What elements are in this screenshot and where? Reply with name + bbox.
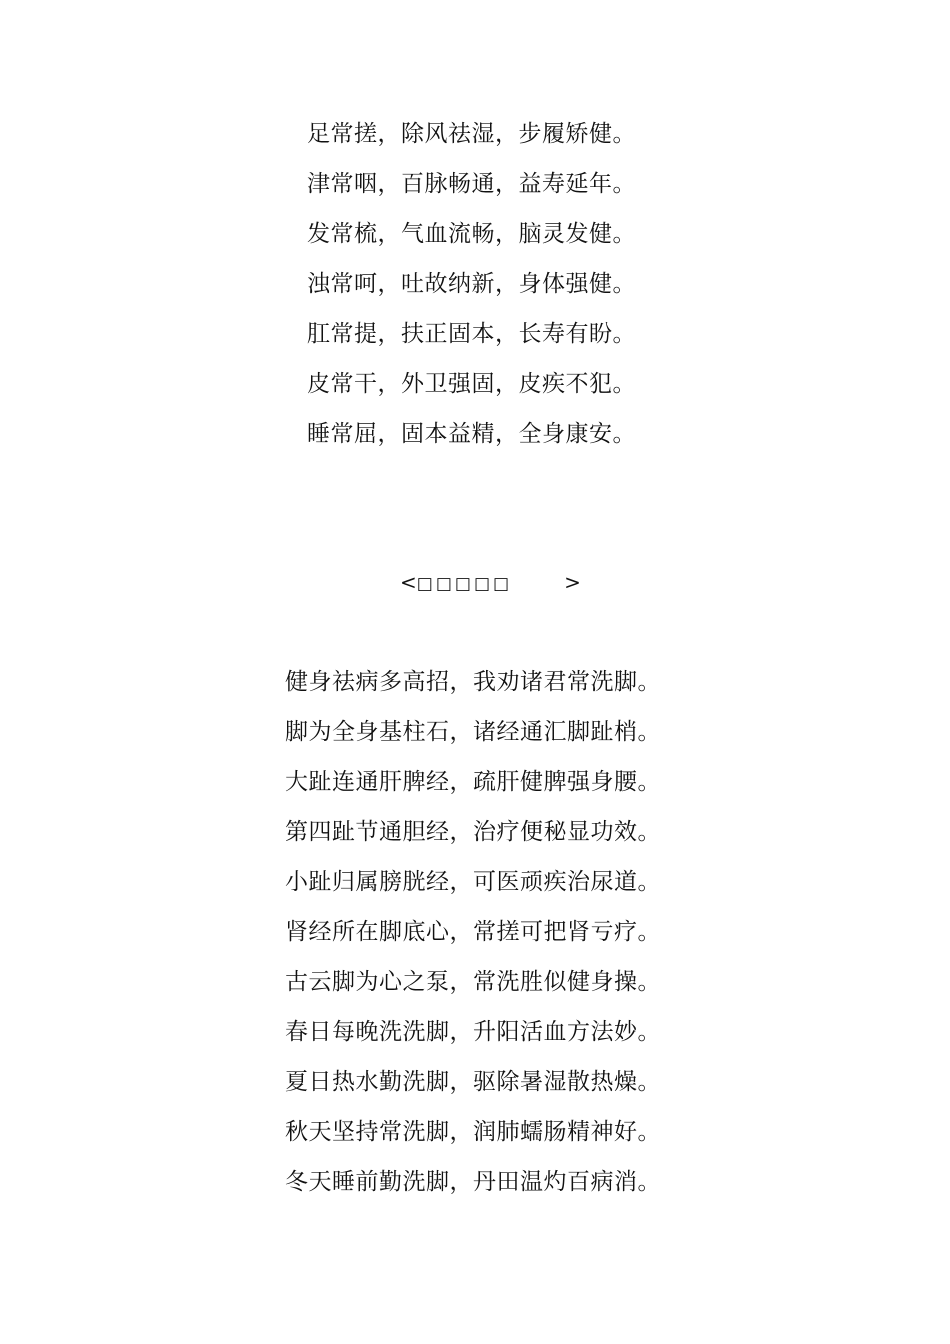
- health-maxims: [307, 112, 636, 462]
- poem-line: 健身祛病多高招，我劝诸君常洗脚。: [285, 669, 661, 695]
- maxim-line: 睡常屈，固本益精，全身康安。: [307, 421, 636, 447]
- poem-line: 脚为全身基柱石，诸经通汇脚趾梢。: [285, 719, 661, 745]
- maxim-line: 发常梳，气血流畅，脑灵发健。: [307, 221, 636, 247]
- poem-line: 第四趾节通胆经，治疗便秘显功效。: [285, 819, 661, 845]
- poem-line: 大趾连通肝脾经，疏肝健脾强身腰。: [285, 769, 661, 795]
- poem-line: 冬天睡前勤洗脚，丹田温灼百病消。: [285, 1169, 661, 1195]
- poem-line: 古云脚为心之泵，常洗胜似健身操。: [285, 969, 661, 995]
- title-close-bracket: >: [564, 570, 581, 594]
- title-text: □□□□□: [416, 574, 513, 594]
- maxim-line: 津常咽，百脉畅通，益寿延年。: [307, 171, 636, 197]
- maxim-line: 浊常呵，吐故纳新，身体强健。: [307, 271, 636, 297]
- poem-line: 肾经所在脚底心，常搓可把肾亏疗。: [285, 919, 661, 945]
- section-title: [400, 566, 581, 598]
- maxim-line: 足常搓，除风祛湿，步履矫健。: [307, 121, 636, 147]
- poem-line: 小趾归属膀胱经，可医顽疾治尿道。: [285, 869, 661, 895]
- poem-line: 春日每晚洗洗脚，升阳活血方法妙。: [285, 1019, 661, 1045]
- maxim-line: 肛常提，扶正固本，长寿有盼。: [307, 321, 636, 347]
- title-open-bracket: <: [400, 570, 417, 594]
- poem-line: 夏日热水勤洗脚，驱除暑湿散热燥。: [285, 1069, 661, 1095]
- maxim-line: 皮常干，外卫强固，皮疾不犯。: [307, 371, 636, 397]
- poem-line: 秋天坚持常洗脚，润肺蠕肠精神好。: [285, 1119, 661, 1145]
- foot-washing-poem: [285, 660, 661, 1210]
